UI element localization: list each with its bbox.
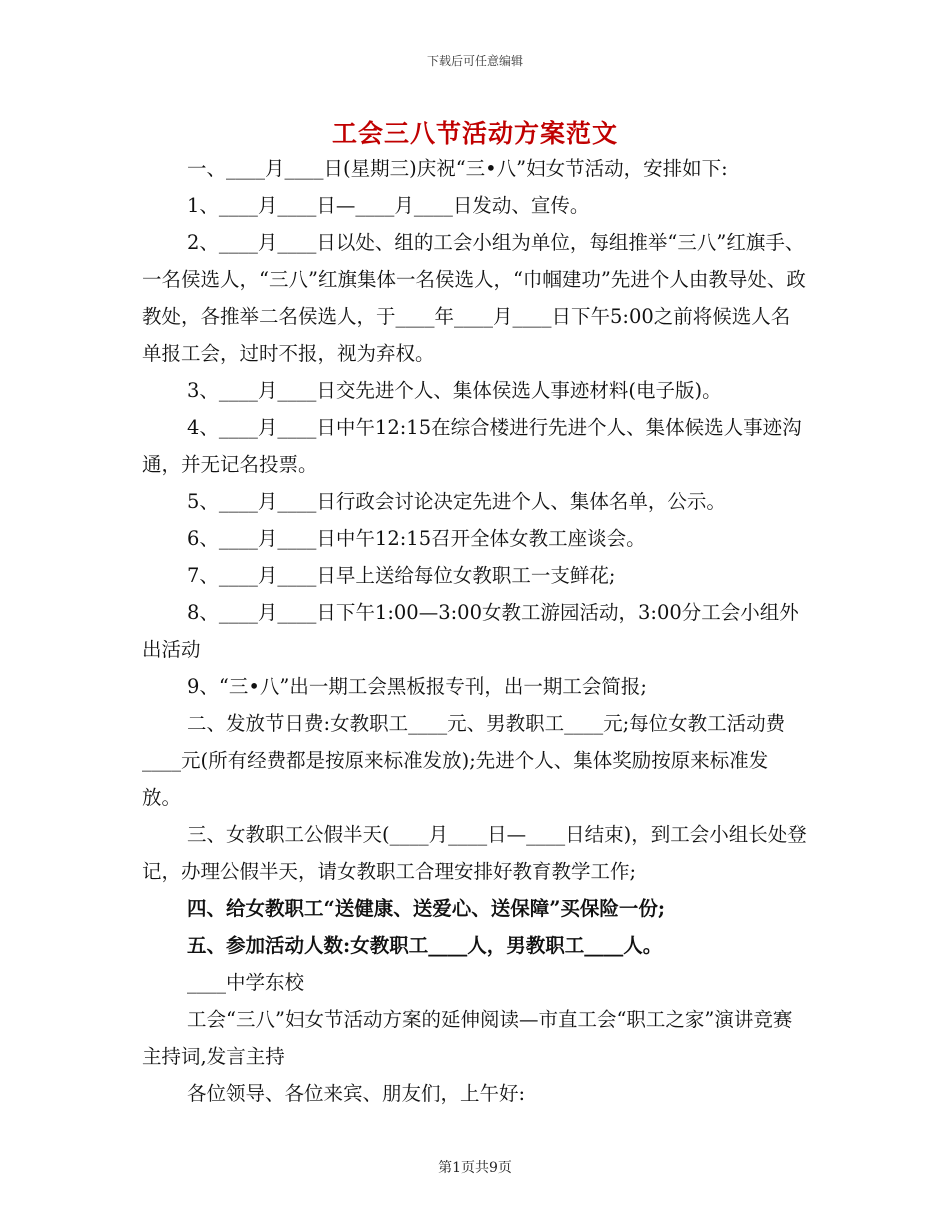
paragraph-7: 6、____月____日中午12:15召开全体女教工座谈会。 [187,527,646,550]
header-note: 下载后可任意编辑 [426,54,523,68]
paragraph-4: 3、____月____日交先进个人、集体侯选人事迹材料(电子版)。 [187,379,722,402]
paragraph-13: 四、给女教职工“送健康、送爱心、送保障”买保险一份; [187,897,666,920]
page-indicator: 第1页共9页 [438,1160,512,1176]
paragraph-10: 9、“三•八”出一期工会黑板报专刊，出一期工会简报; [187,675,647,698]
paragraph-11: 二、发放节日费:女教职工____元、男教职工____元;每位女教工活动费____元(所有经费都是按原来标准发放);先进个人、集体奖励按原来标准发放。 [142,712,786,809]
paragraph-3: 2、____月____日以处、组的工会小组为单位，每组推举“三八”红旗手、一名侯选人，“三八”红旗集体一名侯选人，“巾帼建功”先进个人由教导处、政教处，各推举二名侯选人，于____年____月____日下午5:00之前将候选人名单报工会，过时不报，视为弃权。 [142,231,806,365]
paragraph-8: 7、____月____日早上送给每位女教职工一支鲜花; [187,564,616,587]
paragraph-1: 一、____月____日(星期三)庆祝“三•八”妇女节活动，安排如下: [187,157,728,180]
paragraph-14: 五、参加活动人数:女教职工____人，男教职工____人。 [187,934,663,957]
paragraph-6: 5、____月____日行政会讨论决定先进个人、集体名单，公示。 [187,490,726,513]
paragraph-2: 1、____月____日—____月____日发动、宣传。 [187,194,590,217]
paragraph-5: 4、____月____日中午12:15在综合楼进行先进个人、集体候选人事迹沟通，并无记名投票。 [142,416,802,476]
paragraph-17: 各位领导、各位来宾、朋友们，上午好: [187,1082,526,1105]
paragraph-16: 工会“三八”妇女节活动方案的延伸阅读—市直工会“职工之家”演讲竞赛主持词,发言主持 [142,1008,793,1068]
paragraph-12: 三、女教职工公假半天(____月____日—____日结束)，到工会小组长处登记，办理公假半天，请女教职工合理安排好教育教学工作; [142,823,807,883]
document-title: 工会三八节活动方案范文 [331,119,618,148]
paragraph-9: 8、____月____日下午1:00—3:00女教工游园活动，3:00分工会小组外出活动 [142,601,799,661]
document-body [142,150,807,1112]
paragraph-15: ____中学东校 [187,971,305,994]
